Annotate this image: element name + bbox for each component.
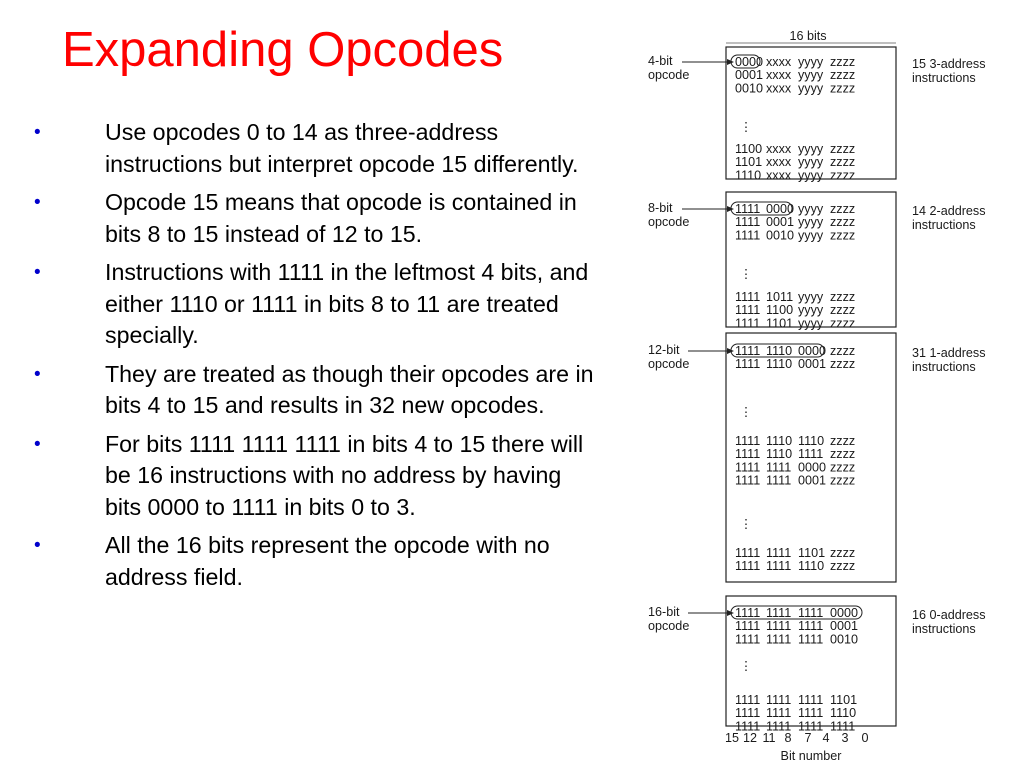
bit-field-cell: 1111: [735, 290, 761, 304]
bit-number-tick: 11: [762, 731, 776, 745]
expanding-opcode-diagram: [640, 24, 1024, 768]
bits-width-label: 16 bits: [789, 29, 827, 43]
bit-field-cell: 1110: [766, 447, 793, 462]
bit-field-cell: zzzz: [830, 155, 856, 170]
bit-field-cell: xxxx: [766, 81, 792, 96]
bit-field-cell: xxxx: [766, 155, 792, 170]
bit-field-cell: zzzz: [830, 473, 856, 488]
bit-field-cell: 1111: [735, 460, 761, 475]
instruction-count-label: 16 0-address: [912, 608, 986, 622]
bullet-text: Opcode 15 means that opcode is contained in bits 8 to 15 instead of 12 to 15.: [105, 189, 577, 247]
bullet-text: Instructions with 1111 in the leftmost 4 bits, and either 1110 or 1111 in bits 8 to 11 are treated specially.: [105, 259, 589, 348]
bit-field-cell: 1111: [766, 632, 792, 647]
opcode-size-label: 4-bit: [648, 54, 673, 68]
bullet-dot-icon: •: [34, 262, 41, 283]
bit-field-cell: zzzz: [830, 202, 856, 216]
opcode-size-label: 12-bit: [648, 343, 680, 357]
bit-field-cell: 1111: [766, 546, 792, 560]
bit-field-cell: 1111: [735, 357, 761, 372]
bit-number-tick: 12: [742, 731, 758, 745]
bit-field-cell: zzzz: [830, 434, 856, 448]
bit-field-cell: 1111: [735, 228, 761, 243]
bullet-text: All the 16 bits represent the opcode with no address field.: [105, 532, 550, 590]
bit-field-cell: yyyy: [798, 68, 824, 83]
bit-field-cell: yyyy: [798, 155, 824, 170]
bit-field-cell: 1110: [766, 344, 793, 358]
vertical-ellipsis-icon: ⋮: [739, 405, 753, 419]
opcode-size-label: opcode: [648, 215, 690, 229]
bit-number-axis-label: Bit number: [780, 749, 842, 763]
bit-field-cell: 1111: [735, 215, 761, 230]
bit-field-cell: 1101: [735, 155, 763, 170]
bit-field-cell: 1111: [766, 559, 792, 574]
instruction-count-label: 15 3-address: [912, 57, 986, 71]
bit-field-cell: zzzz: [830, 81, 856, 96]
bit-field-cell: 1111: [735, 546, 761, 560]
bit-field-cell: 1111: [735, 473, 761, 488]
bit-field-cell: 0001: [766, 215, 795, 230]
slide-title: Expanding Opcodes: [62, 23, 504, 77]
bit-field-cell: yyyy: [798, 202, 824, 216]
opcode-size-label: 16-bit: [648, 605, 680, 619]
bit-field-cell: 1111: [766, 606, 792, 620]
bit-field-cell: 1111: [735, 434, 761, 448]
bit-field-cell: 1111: [766, 619, 792, 634]
bit-field-cell: 1111: [735, 706, 761, 721]
bit-field-cell: 0000: [798, 460, 827, 475]
opcode-size-label: 8-bit: [648, 201, 673, 215]
bit-field-cell: 0010: [735, 81, 764, 96]
bit-field-cell: 1100: [766, 303, 794, 318]
bit-field-cell: yyyy: [798, 290, 824, 304]
instruction-count-label: 14 2-address: [912, 204, 986, 218]
bit-number-tick: 3: [841, 731, 849, 745]
vertical-ellipsis-icon: ⋮: [739, 517, 753, 531]
bit-field-cell: 1111: [798, 706, 824, 721]
bullet-dot-icon: •: [34, 535, 41, 556]
bit-field-cell: yyyy: [798, 228, 824, 243]
bit-field-cell: zzzz: [830, 55, 856, 69]
bit-field-cell: 1111: [798, 606, 824, 620]
bit-field-cell: yyyy: [798, 215, 824, 230]
instruction-count-label: 31 1-address: [912, 346, 986, 360]
bit-field-cell: yyyy: [798, 142, 824, 156]
bit-field-cell: 1111: [798, 693, 824, 707]
bit-field-cell: xxxx: [766, 68, 792, 83]
bit-field-cell: zzzz: [830, 228, 856, 243]
bit-field-cell: 1111: [798, 619, 824, 634]
bit-field-cell: 1101: [830, 693, 858, 707]
bit-field-cell: 1111: [798, 447, 824, 462]
bit-field-cell: 0001: [798, 357, 827, 372]
bit-field-cell: 1111: [735, 447, 761, 462]
bit-field-cell: zzzz: [830, 168, 856, 183]
bit-field-cell: xxxx: [766, 55, 792, 69]
bullet-dot-icon: •: [34, 192, 41, 213]
bit-field-cell: 1110: [830, 706, 857, 721]
bit-field-cell: zzzz: [830, 447, 856, 462]
bit-field-cell: 1111: [766, 473, 792, 488]
bit-field-cell: xxxx: [766, 142, 792, 156]
bit-field-cell: yyyy: [798, 55, 824, 69]
bit-field-cell: 1111: [830, 719, 856, 734]
bit-field-cell: 1111: [735, 344, 761, 358]
bit-number-tick: 0: [861, 731, 869, 745]
arrow-head-icon: [727, 59, 734, 65]
bullet-item: [34, 530, 600, 593]
bullet-item: [34, 117, 600, 180]
bit-field-cell: 1111: [766, 719, 792, 734]
bullet-item: [34, 429, 600, 524]
bit-field-cell: 1110: [798, 559, 825, 574]
arrow-head-icon: [727, 206, 734, 212]
instruction-count-label: instructions: [912, 71, 976, 85]
instruction-count-label: instructions: [912, 360, 976, 374]
bit-field-cell: 0001: [830, 619, 859, 634]
bullet-item: [34, 187, 600, 250]
bit-field-cell: yyyy: [798, 81, 824, 96]
bullet-item: [34, 359, 600, 422]
arrow-head-icon: [727, 610, 734, 616]
bit-field-cell: 1100: [735, 142, 763, 156]
bullet-text: For bits 1111 1111 1111 in bits 4 to 15 there will be 16 instructions with no address by having bits 0000 to 1111 in bits 0 to 3.: [105, 430, 584, 520]
arrow-head-icon: [727, 348, 734, 354]
bit-number-tick: 7: [804, 731, 812, 745]
bit-field-cell: 1110: [766, 357, 793, 372]
bit-field-cell: 1111: [735, 559, 761, 574]
bullet-dot-icon: •: [34, 363, 41, 385]
opcode-diagram-svg: [640, 24, 1024, 768]
bit-field-cell: 1111: [735, 303, 761, 318]
bit-field-cell: 1111: [735, 619, 761, 634]
bit-field-cell: 0010: [766, 228, 795, 243]
instruction-count-label: instructions: [912, 218, 976, 232]
bit-field-cell: xxxx: [766, 168, 792, 183]
bit-field-cell: 0000: [735, 55, 764, 69]
bit-field-cell: 0000: [830, 606, 859, 620]
bit-field-cell: zzzz: [830, 344, 856, 358]
bit-field-cell: 0010: [830, 632, 859, 647]
bullet-text: Use opcodes 0 to 14 as three-address instructions but interpret opcode 15 differently.: [105, 119, 579, 177]
opcode-size-label: opcode: [648, 619, 690, 633]
bit-field-cell: 0000: [766, 202, 795, 216]
vertical-ellipsis-icon: ⋮: [739, 659, 753, 673]
bit-field-cell: zzzz: [830, 142, 856, 156]
bit-field-cell: yyyy: [798, 168, 824, 183]
bit-field-cell: 1111: [766, 693, 792, 707]
bit-field-cell: zzzz: [830, 357, 856, 372]
bit-field-cell: zzzz: [830, 303, 856, 318]
bit-field-cell: yyyy: [798, 316, 824, 331]
bit-field-cell: 1101: [798, 546, 826, 560]
opcode-size-label: opcode: [648, 68, 690, 82]
bit-number-tick: 4: [822, 731, 830, 745]
bullet-item: [34, 257, 600, 352]
bit-field-cell: 1111: [798, 719, 824, 734]
bit-field-cell: 1111: [735, 606, 761, 620]
bit-field-cell: zzzz: [830, 316, 856, 331]
bit-field-cell: zzzz: [830, 68, 856, 83]
bit-field-cell: 1111: [798, 632, 824, 647]
instruction-count-label: instructions: [912, 622, 976, 636]
vertical-ellipsis-icon: ⋮: [739, 120, 753, 134]
bit-field-cell: zzzz: [830, 290, 856, 304]
bit-field-cell: yyyy: [798, 303, 824, 318]
opcode-size-label: opcode: [648, 357, 690, 371]
bit-field-cell: 1111: [735, 719, 761, 734]
bit-field-cell: 1011: [766, 290, 794, 304]
bullet-text: They are treated as though their opcodes are in bits 4 to 15 and results in 32 new opcodes.: [105, 360, 594, 418]
bit-field-cell: zzzz: [830, 215, 856, 230]
bit-field-cell: 0001: [735, 68, 764, 83]
bit-number-tick: 8: [784, 731, 792, 745]
bit-field-cell: 1111: [735, 693, 761, 707]
bit-field-cell: 0001: [798, 473, 827, 488]
bit-field-cell: zzzz: [830, 460, 856, 475]
bit-field-cell: 1110: [735, 168, 762, 183]
bullet-list: [34, 117, 600, 600]
bullet-dot-icon: •: [34, 122, 41, 143]
bit-field-cell: 1111: [735, 316, 761, 331]
bit-number-tick: 15: [724, 731, 740, 745]
bit-field-cell: zzzz: [830, 546, 856, 560]
vertical-ellipsis-icon: ⋮: [739, 267, 753, 281]
bit-field-cell: 1111: [735, 632, 761, 647]
bit-field-cell: 1101: [766, 316, 794, 331]
bullet-dot-icon: •: [34, 433, 41, 455]
bit-field-cell: zzzz: [830, 559, 856, 574]
bit-field-cell: 1111: [735, 202, 761, 216]
bit-field-cell: 0000: [798, 344, 827, 358]
bit-field-cell: 1110: [766, 434, 793, 448]
bit-field-cell: 1111: [766, 460, 792, 475]
bit-field-cell: 1111: [766, 706, 792, 721]
bit-field-cell: 1110: [798, 434, 825, 448]
